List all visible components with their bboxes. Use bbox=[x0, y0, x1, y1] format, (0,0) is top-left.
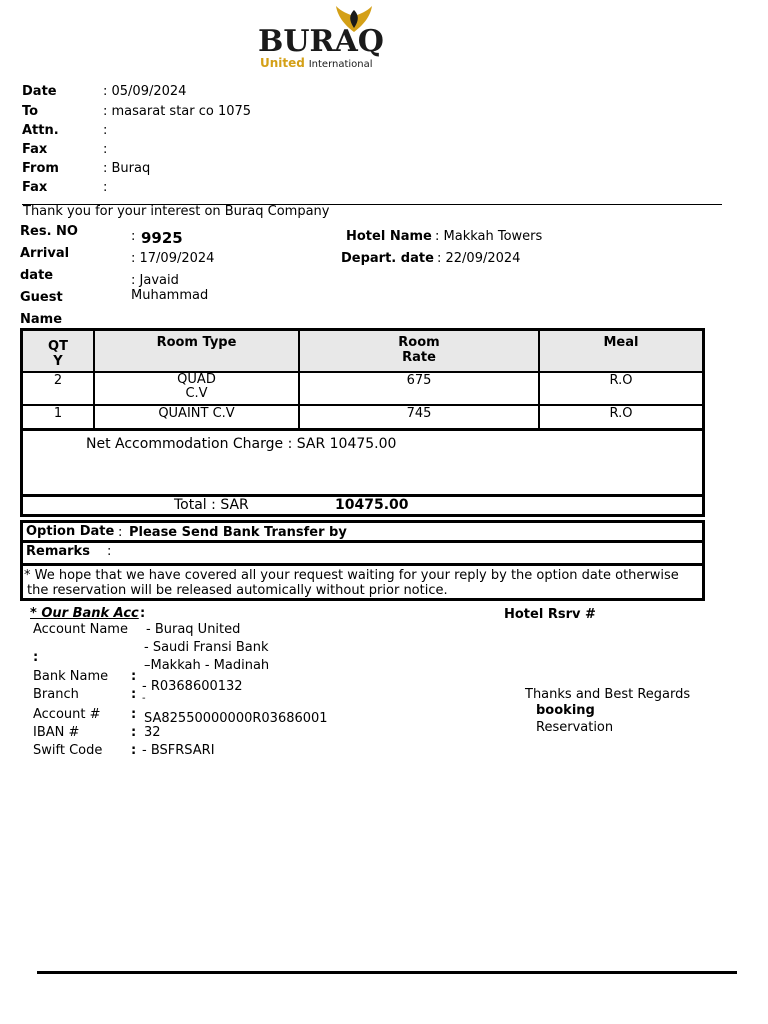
qty-header-line1: QT bbox=[48, 339, 68, 354]
option-date-label: Option Date bbox=[26, 524, 115, 539]
room-type-cell: QUAINT C.V bbox=[94, 405, 299, 429]
option-date-colon: : bbox=[118, 525, 123, 540]
regards-text: Thanks and Best Regards bbox=[525, 687, 691, 702]
option-divider-1 bbox=[21, 540, 704, 543]
guest-value-2: Muhammad bbox=[131, 288, 209, 303]
bank-name-value: - Saudi Fransi Bank bbox=[144, 640, 269, 655]
logo-united-text: United bbox=[260, 56, 305, 70]
room-type-line1: QUAD bbox=[177, 372, 216, 387]
account-label: Account # bbox=[33, 707, 101, 722]
room-rate-header-line1: Room bbox=[398, 335, 440, 350]
iban-dash: - bbox=[142, 693, 146, 704]
header-label-fax: Fax bbox=[22, 142, 48, 157]
room-rate-header bbox=[299, 330, 539, 372]
header-value-from: : Buraq bbox=[103, 161, 151, 176]
room-rate-header-line2: Rate bbox=[402, 350, 436, 365]
room-type-cell bbox=[94, 372, 299, 405]
rate-cell: 675 bbox=[299, 372, 539, 405]
res-no-colon: : bbox=[131, 229, 136, 244]
option-divider-2 bbox=[21, 563, 704, 566]
guest-name-label: Name bbox=[20, 312, 63, 327]
booking-text: booking bbox=[536, 703, 595, 718]
res-no-label: Res. NO bbox=[20, 224, 78, 239]
remarks-label: Remarks bbox=[26, 544, 90, 559]
account-colon: : bbox=[131, 707, 137, 722]
hotel-name-label: Hotel Name bbox=[346, 229, 432, 244]
remarks-note-1: * We hope that we have covered all your request waiting for your reply by the option date otherwise bbox=[24, 568, 679, 583]
bank-name-colon: : bbox=[131, 669, 137, 684]
net-charge-text: Net Accommodation Charge : SAR 10475.00 bbox=[86, 436, 397, 452]
qty-header-line2: Y bbox=[53, 354, 63, 369]
branch-colon: : bbox=[131, 687, 137, 702]
depart-date-label: Depart. date bbox=[341, 251, 434, 266]
iban-value-2: 32 bbox=[144, 725, 161, 740]
swift-label: Swift Code bbox=[33, 743, 103, 758]
hotel-rsrv-label: Hotel Rsrv # bbox=[504, 607, 596, 622]
logo-international-text: International bbox=[308, 59, 373, 70]
header-label-to: To bbox=[22, 104, 39, 119]
total-value: 10475.00 bbox=[335, 497, 409, 513]
qty-cell: 2 bbox=[22, 372, 94, 405]
qty-cell: 1 bbox=[22, 405, 94, 429]
logo-brand-text: BURAQ bbox=[258, 24, 384, 59]
depart-date-value: : 22/09/2024 bbox=[437, 251, 521, 266]
remarks-colon: : bbox=[107, 544, 112, 559]
meal-header: Meal bbox=[539, 330, 703, 372]
arrival-value: : 17/09/2024 bbox=[131, 251, 215, 266]
iban-value: SA82550000000R03686001 bbox=[144, 711, 328, 726]
arrival-label: Arrival bbox=[20, 246, 70, 261]
account-name-label: Account Name bbox=[33, 622, 128, 637]
iban-label: IBAN # bbox=[33, 725, 80, 740]
branch-label: Branch bbox=[33, 687, 79, 702]
header-value-fax-2: : bbox=[103, 180, 108, 195]
guest-value-1: : Javaid bbox=[131, 273, 179, 288]
room-table bbox=[21, 329, 704, 430]
thanks-line: Thank you for your interest on Buraq Company bbox=[23, 204, 330, 219]
lone-colon: : bbox=[33, 650, 39, 665]
header-value-attn: : bbox=[103, 123, 108, 138]
hotel-name-value: : Makkah Towers bbox=[435, 229, 543, 244]
remarks-note-2: the reservation will be released automically without prior notice. bbox=[27, 583, 448, 598]
reservation-text: Reservation bbox=[536, 720, 614, 735]
header-label-date: Date bbox=[22, 84, 57, 99]
bank-title: * Our Bank Acc bbox=[30, 606, 139, 621]
option-date-value: Please Send Bank Transfer by bbox=[129, 525, 347, 540]
room-type-line2: C.V bbox=[185, 386, 208, 401]
swift-value: - BSFRSARI bbox=[142, 743, 215, 758]
iban-colon: : bbox=[131, 725, 137, 740]
header-value-fax: : bbox=[103, 142, 108, 157]
header-value-date: : 05/09/2024 bbox=[103, 84, 187, 99]
rate-cell: 745 bbox=[299, 405, 539, 429]
header-label-fax-2: Fax bbox=[22, 180, 48, 195]
header-value-to: : masarat star co 1075 bbox=[103, 104, 252, 119]
table-row bbox=[22, 405, 703, 429]
guest-label: Guest bbox=[20, 290, 63, 305]
bank-name-label: Bank Name bbox=[33, 669, 109, 684]
total-label: Total : SAR bbox=[174, 497, 249, 513]
net-charge-top-border bbox=[21, 428, 704, 431]
account-number-value: - R0368600132 bbox=[142, 679, 243, 694]
qty-header bbox=[22, 330, 94, 372]
res-no-value: 9925 bbox=[141, 229, 183, 247]
branch-value: –Makkah - Madinah bbox=[144, 658, 270, 673]
table-row bbox=[22, 372, 703, 405]
swift-colon: : bbox=[131, 743, 137, 758]
company-logo bbox=[256, 2, 386, 70]
header-label-attn: Attn. bbox=[22, 123, 59, 138]
footer-line bbox=[37, 971, 737, 974]
meal-cell: R.O bbox=[539, 405, 703, 429]
bank-title-colon: : bbox=[140, 606, 146, 621]
account-name-value: - Buraq United bbox=[146, 622, 241, 637]
room-type-header: Room Type bbox=[94, 330, 299, 372]
meal-cell: R.O bbox=[539, 372, 703, 405]
arrival-date-label: date bbox=[20, 268, 54, 283]
header-label-from: From bbox=[22, 161, 59, 176]
